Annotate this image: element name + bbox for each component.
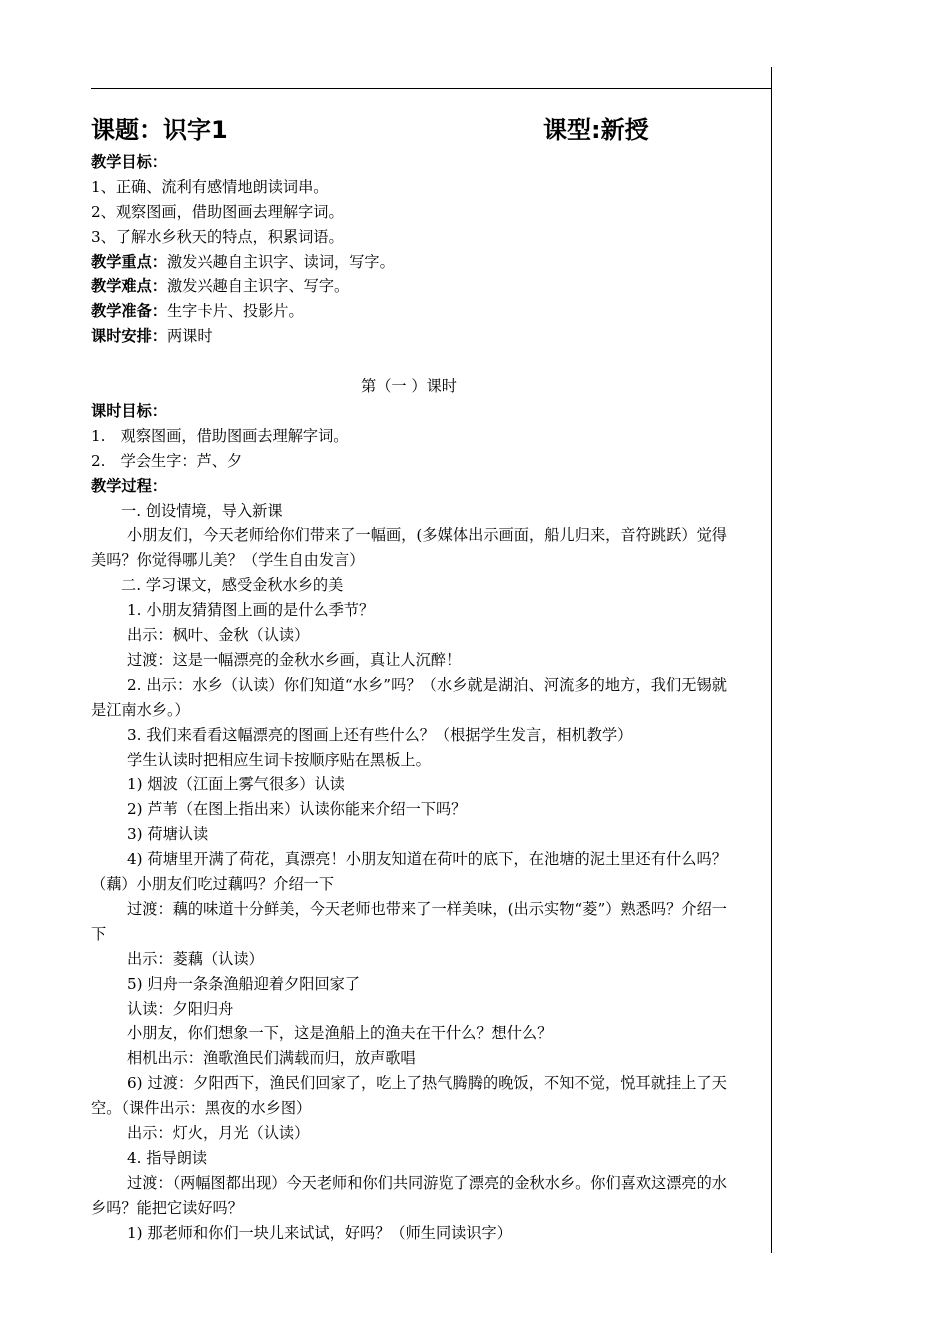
right-rule xyxy=(771,67,772,1253)
step-line: 3. 我们来看看这幅漂亮的图画上还有些什么？（根据学生发言，相机教学） xyxy=(127,725,633,744)
schedule-label: 课时安排： xyxy=(91,327,167,346)
key-points xyxy=(91,250,727,275)
process-heading: 教学过程： xyxy=(91,476,167,495)
step-line: 1. 小朋友猜猜图上画的是什么季节？ xyxy=(127,601,375,620)
difficulties xyxy=(91,274,727,299)
objective-item: 1、正确、流利有感情地朗读词串。 xyxy=(91,177,329,196)
objectives-heading: 教学目标： xyxy=(91,153,167,171)
paragraph: 6) 过渡：夕阳西下，渔民们回家了，吃上了热气腾腾的晚饭，不知不觉，悦耳就挂上了天空。（课件出示：黑夜的水乡图） xyxy=(91,1074,727,1118)
top-rule xyxy=(91,88,772,89)
preparation-label: 教学准备： xyxy=(91,302,167,321)
lesson-header xyxy=(91,110,771,144)
objective-item: 3、了解水乡秋天的特点，积累词语。 xyxy=(91,227,344,246)
period-objective-item: 2. 学会生字：芦、夕 xyxy=(91,451,243,470)
difficulties-text: 激发兴趣自主识字、写字。 xyxy=(166,277,350,296)
key-points-text: 激发兴趣自主识字、读词，写字。 xyxy=(166,252,395,271)
step-line: 出示：灯火，月光（认读） xyxy=(127,1124,310,1142)
step-line: 相机出示：渔歌渔民们满载而归，放声歌唱 xyxy=(127,1049,416,1068)
section-heading: 二. 学习课文，感受金秋水乡的美 xyxy=(121,576,344,595)
step-line: 认读：夕阳归舟 xyxy=(127,999,234,1018)
objective-item: 2、观察图画，借助图画去理解字词。 xyxy=(91,202,344,221)
step-line: 3) 荷塘认读 xyxy=(127,825,209,844)
key-points-label: 教学重点： xyxy=(91,252,167,271)
step-line: 2) 芦苇（在图上指出来）认读你能来介绍一下吗？ xyxy=(127,800,467,819)
step-line: 5) 归舟一条条渔船迎着夕阳回家了 xyxy=(127,974,361,993)
schedule xyxy=(91,324,727,349)
paragraph: 小朋友们，今天老师给你们带来了一幅画，(多媒体出示画面，船儿归来，音符跳跃）觉得美吗？你觉得哪儿美？（学生自由发言） xyxy=(91,526,727,570)
preparation-text: 生字卡片、投影片。 xyxy=(166,302,304,321)
difficulties-label: 教学难点： xyxy=(91,277,167,296)
step-line: 4. 指导朗读 xyxy=(127,1148,208,1167)
schedule-text: 两课时 xyxy=(166,327,213,346)
step-line: 1) 烟波（江面上雾气很多）认读 xyxy=(127,775,345,794)
period-objective-item: 1. 观察图画，借助图画去理解字词。 xyxy=(91,426,349,445)
paragraph: 过渡：藕的味道十分鲜美，今天老师也带来了一样美味，(出示实物“菱”）熟悉吗？介绍一下 xyxy=(91,899,727,943)
step-line: 出示：枫叶、金秋（认读） xyxy=(127,626,310,645)
period-title: 第（一 ）课时 xyxy=(361,377,457,396)
period-objectives-heading: 课时目标： xyxy=(91,402,167,421)
lesson-plan-body xyxy=(91,150,727,1245)
step-line: 小朋友，你们想象一下，这是渔船上的渔夫在干什么？想什么？ xyxy=(127,1024,553,1043)
step-line: 过渡：这是一幅漂亮的金秋水乡画，真让人沉醉！ xyxy=(127,650,462,669)
paragraph: 2. 出示：水乡（认读）你们知道“水乡”吗？（水乡就是湖泊、河流多的地方，我们无锡就是江南水乡。） xyxy=(91,675,727,719)
step-line: 1) 那老师和你们一块儿来试试，好吗？（师生同读识字） xyxy=(127,1223,512,1242)
paragraph: 4) 荷塘里开满了荷花，真漂亮！小朋友知道在荷叶的底下，在池塘的泥土里还有什么吗？（藕）小朋友们吃过藕吗？介绍一下 xyxy=(91,850,727,894)
preparation xyxy=(91,299,727,324)
section-heading: 一. 创设情境，导入新课 xyxy=(121,501,283,520)
step-line: 出示：菱藕（认读） xyxy=(127,949,264,968)
lesson-title: 课题：识字1 xyxy=(91,116,228,144)
lesson-type: 课型:新授 xyxy=(543,116,649,144)
step-line: 学生认读时把相应生词卡按顺序贴在黑板上。 xyxy=(127,750,431,769)
paragraph: 过渡：（两幅图都出现）今天老师和你们共同游览了漂亮的金秋水乡。你们喜欢这漂亮的水乡吗？能把它读好吗？ xyxy=(91,1173,727,1217)
